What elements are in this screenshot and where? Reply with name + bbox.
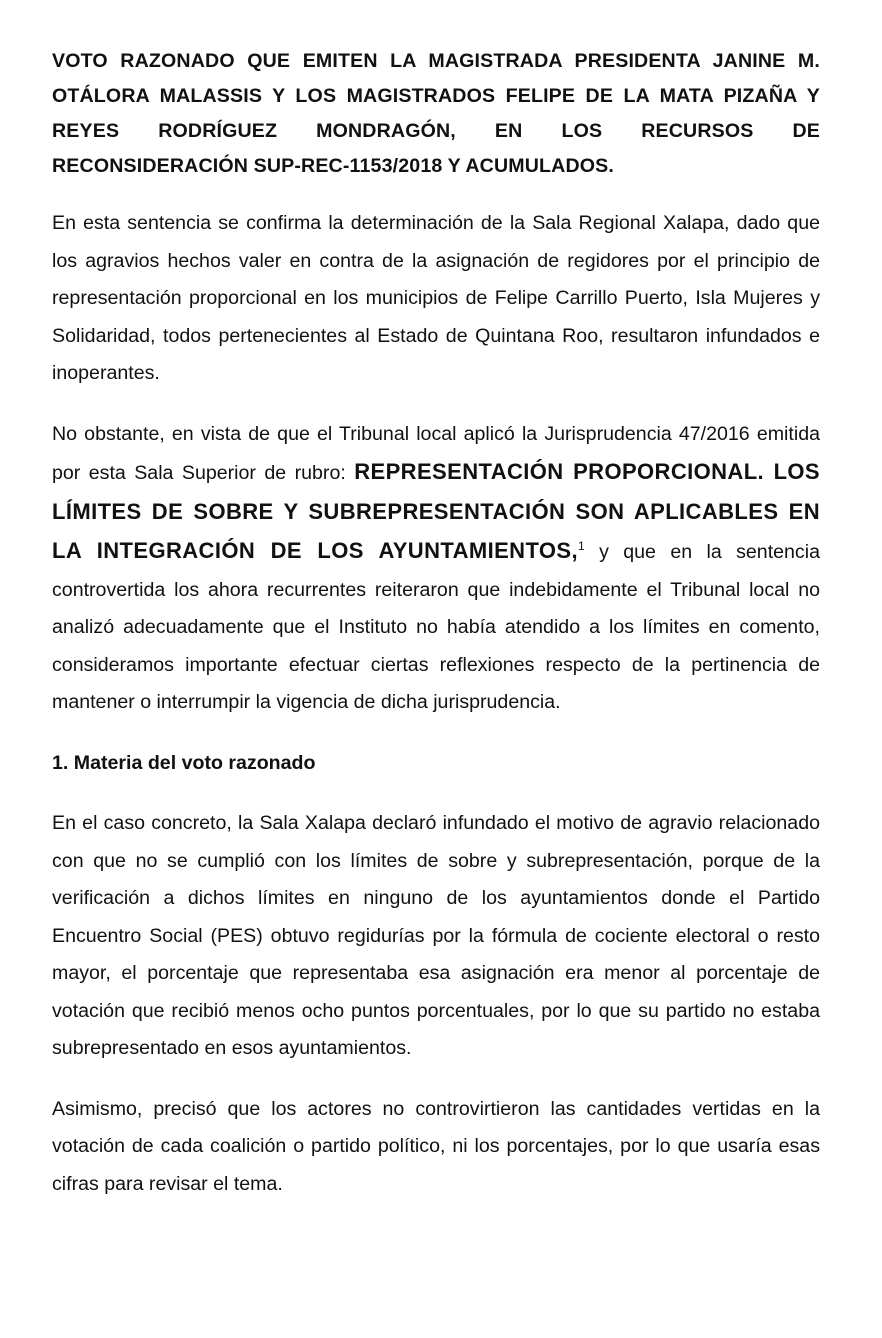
rubro-comma: , (571, 538, 579, 563)
document-page (52, 44, 820, 1226)
paragraph-jurisprudence-intro: No obstante, en vista de que el Tribunal local aplicó la Jurisprudencia 47/2016 emitida por esta Sala Superior de rubro: (52, 422, 820, 484)
footnote-marker[interactable]: 1 (578, 539, 585, 553)
paragraph-additionally: Asimismo, precisó que los actores no controvirtieron las cantidades vertidas en la votación de cada coalición o partido político, ni los porcentajes, por lo que usaría esas cifras para revisar el tema. (52, 1097, 820, 1195)
jurisprudence-rubro: REPRESENTACIÓN PROPORCIONAL. LOS LÍMITES DE SOBRE Y SUBREPRESENTACIÓN SON APLICABLES EN LA INTEGRACIÓN DE LOS AYUNTAMIENTOS (52, 459, 820, 563)
paragraph-confirmation: En esta sentencia se confirma la determinación de la Sala Regional Xalapa, dado que los agravios hechos valer en contra de la asignación de regidores por el principio de representación proporcional en los municipios de Felipe Carrillo Puerto, Isla Mujeres y Solidaridad, todos pertenecientes al Estado de Quintana Roo, resultaron infundados e inoperantes. (52, 212, 820, 384)
document-title: VOTO RAZONADO QUE EMITEN LA MAGISTRADA PRESIDENTA JANINE M. OTÁLORA MALASSIS Y LOS MAGISTRADOS FELIPE DE LA MATA PIZAÑA Y REYES RODRÍGUEZ MONDRAGÓN, EN LOS RECURSOS DE RECONSIDERACIÓN SUP-REC-1153/2018 Y ACUMULADOS. (52, 50, 820, 177)
paragraph-concrete-case: En el caso concreto, la Sala Xalapa declaró infundado el motivo de agravio relacionado con que no se cumplió con los límites de sobre y subrepresentación, porque de la verificación a dichos límites en ninguno de los ayuntamientos donde el Partido Encuentro Social (PES) obtuvo regidurías por la fórmula de cociente electoral o resto mayor, el porcentaje que representaba esa asignación era menor al porcentaje de votación que recibió menos ocho puntos porcentuales, por lo que su partido no estaba subrepresentado en esos ayuntamientos. (52, 812, 820, 1059)
paragraph-jurisprudence-rest: y que en la sentencia controvertida los ahora recurrentes reiteraron que indebidamente el Tribunal local no analizó adecuadamente que el Instituto no había atendido a los límites en comento, consideramos importante efectuar ciertas reflexiones respecto de la pertinencia de mantener o interrumpir la vigencia de dicha jurisprudencia. (52, 541, 820, 713)
section-heading: 1. Materia del voto razonado (52, 751, 316, 774)
paragraph-jurisprudence (52, 416, 820, 722)
